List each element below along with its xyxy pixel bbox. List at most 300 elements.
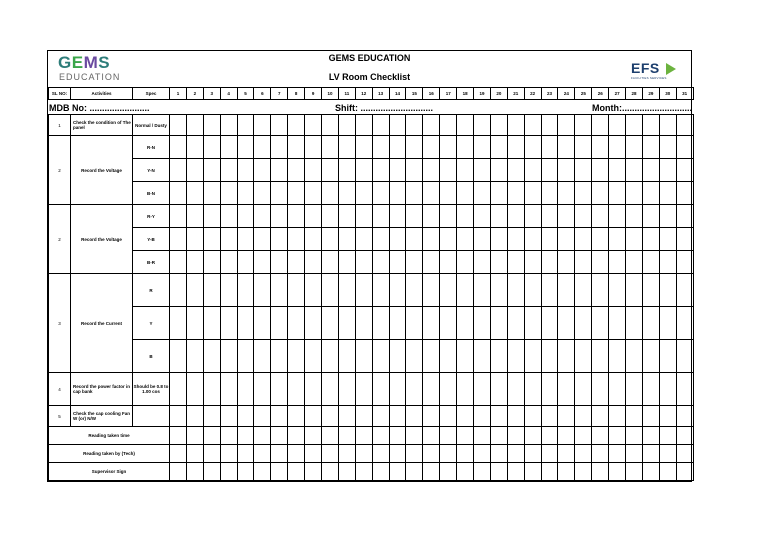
footer-cell[interactable] (592, 445, 609, 463)
reading-cell[interactable] (609, 182, 626, 205)
reading-cell[interactable] (609, 373, 626, 406)
reading-cell[interactable] (237, 406, 254, 427)
footer-cell[interactable] (220, 463, 237, 481)
reading-cell[interactable] (406, 228, 423, 251)
footer-cell[interactable] (186, 463, 203, 481)
reading-cell[interactable] (322, 205, 339, 228)
reading-cell[interactable] (254, 136, 271, 159)
reading-cell[interactable] (490, 373, 507, 406)
reading-cell[interactable] (254, 373, 271, 406)
reading-cell[interactable] (203, 373, 220, 406)
reading-cell[interactable] (254, 340, 271, 373)
reading-cell[interactable] (575, 406, 592, 427)
reading-cell[interactable] (305, 251, 322, 274)
reading-cell[interactable] (305, 373, 322, 406)
reading-cell[interactable] (170, 182, 187, 205)
reading-cell[interactable] (558, 307, 575, 340)
reading-cell[interactable] (271, 274, 288, 307)
reading-cell[interactable] (440, 182, 457, 205)
reading-cell[interactable] (457, 182, 474, 205)
reading-cell[interactable] (237, 340, 254, 373)
reading-cell[interactable] (406, 159, 423, 182)
reading-cell[interactable] (170, 228, 187, 251)
reading-cell[interactable] (322, 274, 339, 307)
reading-cell[interactable] (338, 340, 355, 373)
footer-cell[interactable] (659, 445, 676, 463)
reading-cell[interactable] (642, 307, 659, 340)
reading-cell[interactable] (541, 274, 558, 307)
footer-cell[interactable] (372, 445, 389, 463)
footer-cell[interactable] (355, 445, 372, 463)
reading-cell[interactable] (203, 406, 220, 427)
reading-cell[interactable] (626, 159, 643, 182)
reading-cell[interactable] (322, 228, 339, 251)
reading-cell[interactable] (524, 373, 541, 406)
reading-cell[interactable] (170, 307, 187, 340)
reading-cell[interactable] (642, 159, 659, 182)
reading-cell[interactable] (575, 115, 592, 136)
reading-cell[interactable] (186, 205, 203, 228)
reading-cell[interactable] (524, 274, 541, 307)
reading-cell[interactable] (676, 136, 693, 159)
reading-cell[interactable] (271, 115, 288, 136)
reading-cell[interactable] (642, 228, 659, 251)
reading-cell[interactable] (423, 251, 440, 274)
reading-cell[interactable] (322, 373, 339, 406)
reading-cell[interactable] (440, 340, 457, 373)
footer-cell[interactable] (626, 427, 643, 445)
reading-cell[interactable] (406, 406, 423, 427)
reading-cell[interactable] (524, 182, 541, 205)
reading-cell[interactable] (170, 205, 187, 228)
reading-cell[interactable] (288, 182, 305, 205)
footer-cell[interactable] (524, 463, 541, 481)
reading-cell[interactable] (626, 373, 643, 406)
reading-cell[interactable] (220, 159, 237, 182)
reading-cell[interactable] (541, 340, 558, 373)
reading-cell[interactable] (541, 373, 558, 406)
reading-cell[interactable] (676, 205, 693, 228)
reading-cell[interactable] (372, 274, 389, 307)
reading-cell[interactable] (457, 373, 474, 406)
reading-cell[interactable] (659, 228, 676, 251)
reading-cell[interactable] (406, 340, 423, 373)
reading-cell[interactable] (558, 205, 575, 228)
footer-cell[interactable] (186, 445, 203, 463)
reading-cell[interactable] (406, 115, 423, 136)
reading-cell[interactable] (423, 406, 440, 427)
reading-cell[interactable] (389, 251, 406, 274)
footer-cell[interactable] (507, 463, 524, 481)
reading-cell[interactable] (507, 373, 524, 406)
reading-cell[interactable] (338, 205, 355, 228)
reading-cell[interactable] (322, 307, 339, 340)
reading-cell[interactable] (288, 373, 305, 406)
reading-cell[interactable] (457, 115, 474, 136)
footer-cell[interactable] (305, 427, 322, 445)
footer-cell[interactable] (558, 427, 575, 445)
reading-cell[interactable] (626, 205, 643, 228)
reading-cell[interactable] (338, 136, 355, 159)
reading-cell[interactable] (592, 340, 609, 373)
footer-cell[interactable] (355, 427, 372, 445)
reading-cell[interactable] (170, 340, 187, 373)
reading-cell[interactable] (288, 159, 305, 182)
reading-cell[interactable] (170, 406, 187, 427)
reading-cell[interactable] (355, 182, 372, 205)
reading-cell[interactable] (186, 307, 203, 340)
reading-cell[interactable] (305, 136, 322, 159)
reading-cell[interactable] (389, 115, 406, 136)
reading-cell[interactable] (288, 274, 305, 307)
reading-cell[interactable] (575, 307, 592, 340)
reading-cell[interactable] (474, 115, 491, 136)
reading-cell[interactable] (558, 115, 575, 136)
reading-cell[interactable] (474, 205, 491, 228)
footer-cell[interactable] (406, 463, 423, 481)
reading-cell[interactable] (170, 115, 187, 136)
reading-cell[interactable] (474, 274, 491, 307)
reading-cell[interactable] (237, 205, 254, 228)
reading-cell[interactable] (676, 406, 693, 427)
reading-cell[interactable] (186, 373, 203, 406)
reading-cell[interactable] (592, 373, 609, 406)
reading-cell[interactable] (558, 182, 575, 205)
reading-cell[interactable] (524, 406, 541, 427)
footer-cell[interactable] (305, 445, 322, 463)
reading-cell[interactable] (271, 159, 288, 182)
reading-cell[interactable] (322, 136, 339, 159)
reading-cell[interactable] (457, 251, 474, 274)
footer-cell[interactable] (423, 463, 440, 481)
footer-cell[interactable] (288, 463, 305, 481)
reading-cell[interactable] (592, 406, 609, 427)
reading-cell[interactable] (322, 115, 339, 136)
reading-cell[interactable] (271, 205, 288, 228)
reading-cell[interactable] (457, 307, 474, 340)
footer-cell[interactable] (541, 445, 558, 463)
reading-cell[interactable] (186, 274, 203, 307)
reading-cell[interactable] (220, 406, 237, 427)
footer-cell[interactable] (372, 463, 389, 481)
reading-cell[interactable] (440, 228, 457, 251)
footer-cell[interactable] (338, 445, 355, 463)
reading-cell[interactable] (203, 274, 220, 307)
footer-cell[interactable] (203, 445, 220, 463)
reading-cell[interactable] (203, 251, 220, 274)
reading-cell[interactable] (389, 205, 406, 228)
reading-cell[interactable] (490, 115, 507, 136)
reading-cell[interactable] (541, 182, 558, 205)
reading-cell[interactable] (676, 115, 693, 136)
reading-cell[interactable] (659, 136, 676, 159)
reading-cell[interactable] (541, 251, 558, 274)
reading-cell[interactable] (220, 340, 237, 373)
reading-cell[interactable] (406, 136, 423, 159)
reading-cell[interactable] (592, 115, 609, 136)
footer-cell[interactable] (642, 427, 659, 445)
reading-cell[interactable] (659, 340, 676, 373)
reading-cell[interactable] (355, 159, 372, 182)
reading-cell[interactable] (237, 307, 254, 340)
reading-cell[interactable] (507, 406, 524, 427)
reading-cell[interactable] (406, 251, 423, 274)
reading-cell[interactable] (609, 340, 626, 373)
reading-cell[interactable] (507, 136, 524, 159)
reading-cell[interactable] (305, 274, 322, 307)
footer-cell[interactable] (203, 463, 220, 481)
reading-cell[interactable] (271, 136, 288, 159)
footer-cell[interactable] (490, 427, 507, 445)
reading-cell[interactable] (406, 307, 423, 340)
reading-cell[interactable] (203, 228, 220, 251)
reading-cell[interactable] (355, 373, 372, 406)
reading-cell[interactable] (170, 251, 187, 274)
footer-cell[interactable] (338, 463, 355, 481)
reading-cell[interactable] (237, 159, 254, 182)
reading-cell[interactable] (575, 205, 592, 228)
reading-cell[interactable] (423, 159, 440, 182)
reading-cell[interactable] (305, 115, 322, 136)
reading-cell[interactable] (642, 340, 659, 373)
reading-cell[interactable] (288, 228, 305, 251)
reading-cell[interactable] (609, 251, 626, 274)
footer-cell[interactable] (474, 463, 491, 481)
reading-cell[interactable] (288, 205, 305, 228)
reading-cell[interactable] (592, 205, 609, 228)
reading-cell[interactable] (203, 136, 220, 159)
reading-cell[interactable] (203, 340, 220, 373)
reading-cell[interactable] (474, 136, 491, 159)
footer-cell[interactable] (237, 445, 254, 463)
reading-cell[interactable] (592, 307, 609, 340)
reading-cell[interactable] (406, 373, 423, 406)
reading-cell[interactable] (389, 406, 406, 427)
footer-cell[interactable] (203, 427, 220, 445)
reading-cell[interactable] (474, 307, 491, 340)
reading-cell[interactable] (186, 136, 203, 159)
reading-cell[interactable] (558, 251, 575, 274)
reading-cell[interactable] (372, 251, 389, 274)
reading-cell[interactable] (659, 373, 676, 406)
footer-cell[interactable] (659, 463, 676, 481)
footer-cell[interactable] (558, 445, 575, 463)
reading-cell[interactable] (406, 205, 423, 228)
reading-cell[interactable] (592, 228, 609, 251)
reading-cell[interactable] (440, 406, 457, 427)
reading-cell[interactable] (575, 228, 592, 251)
reading-cell[interactable] (524, 307, 541, 340)
footer-cell[interactable] (389, 445, 406, 463)
reading-cell[interactable] (659, 406, 676, 427)
reading-cell[interactable] (507, 205, 524, 228)
footer-cell[interactable] (592, 463, 609, 481)
reading-cell[interactable] (676, 373, 693, 406)
reading-cell[interactable] (626, 251, 643, 274)
reading-cell[interactable] (220, 307, 237, 340)
reading-cell[interactable] (237, 251, 254, 274)
reading-cell[interactable] (389, 274, 406, 307)
reading-cell[interactable] (609, 115, 626, 136)
footer-cell[interactable] (440, 427, 457, 445)
footer-cell[interactable] (322, 427, 339, 445)
reading-cell[interactable] (254, 406, 271, 427)
reading-cell[interactable] (220, 251, 237, 274)
reading-cell[interactable] (220, 115, 237, 136)
reading-cell[interactable] (642, 182, 659, 205)
reading-cell[interactable] (440, 205, 457, 228)
reading-cell[interactable] (372, 406, 389, 427)
footer-cell[interactable] (524, 445, 541, 463)
reading-cell[interactable] (490, 205, 507, 228)
reading-cell[interactable] (626, 115, 643, 136)
reading-cell[interactable] (355, 274, 372, 307)
reading-cell[interactable] (642, 205, 659, 228)
reading-cell[interactable] (423, 373, 440, 406)
reading-cell[interactable] (423, 228, 440, 251)
footer-cell[interactable] (322, 463, 339, 481)
reading-cell[interactable] (507, 307, 524, 340)
reading-cell[interactable] (254, 182, 271, 205)
reading-cell[interactable] (271, 373, 288, 406)
reading-cell[interactable] (457, 136, 474, 159)
reading-cell[interactable] (592, 182, 609, 205)
reading-cell[interactable] (186, 406, 203, 427)
reading-cell[interactable] (524, 205, 541, 228)
reading-cell[interactable] (659, 274, 676, 307)
reading-cell[interactable] (305, 205, 322, 228)
footer-cell[interactable] (372, 427, 389, 445)
footer-cell[interactable] (609, 445, 626, 463)
reading-cell[interactable] (338, 228, 355, 251)
footer-cell[interactable] (676, 427, 693, 445)
reading-cell[interactable] (220, 228, 237, 251)
reading-cell[interactable] (288, 406, 305, 427)
footer-cell[interactable] (457, 445, 474, 463)
reading-cell[interactable] (659, 115, 676, 136)
reading-cell[interactable] (524, 159, 541, 182)
footer-cell[interactable] (338, 427, 355, 445)
footer-cell[interactable] (558, 463, 575, 481)
footer-cell[interactable] (271, 463, 288, 481)
footer-cell[interactable] (220, 445, 237, 463)
reading-cell[interactable] (642, 251, 659, 274)
reading-cell[interactable] (676, 251, 693, 274)
reading-cell[interactable] (372, 182, 389, 205)
footer-cell[interactable] (406, 427, 423, 445)
reading-cell[interactable] (322, 406, 339, 427)
reading-cell[interactable] (271, 251, 288, 274)
footer-cell[interactable] (355, 463, 372, 481)
reading-cell[interactable] (507, 274, 524, 307)
footer-cell[interactable] (288, 445, 305, 463)
reading-cell[interactable] (372, 115, 389, 136)
reading-cell[interactable] (440, 373, 457, 406)
reading-cell[interactable] (575, 136, 592, 159)
reading-cell[interactable] (372, 373, 389, 406)
reading-cell[interactable] (609, 274, 626, 307)
reading-cell[interactable] (423, 340, 440, 373)
reading-cell[interactable] (558, 136, 575, 159)
reading-cell[interactable] (423, 136, 440, 159)
reading-cell[interactable] (254, 228, 271, 251)
reading-cell[interactable] (355, 307, 372, 340)
footer-cell[interactable] (609, 463, 626, 481)
reading-cell[interactable] (575, 274, 592, 307)
reading-cell[interactable] (237, 274, 254, 307)
footer-cell[interactable] (490, 463, 507, 481)
reading-cell[interactable] (254, 251, 271, 274)
reading-cell[interactable] (237, 115, 254, 136)
reading-cell[interactable] (305, 182, 322, 205)
reading-cell[interactable] (490, 159, 507, 182)
reading-cell[interactable] (626, 274, 643, 307)
reading-cell[interactable] (507, 159, 524, 182)
footer-cell[interactable] (524, 427, 541, 445)
reading-cell[interactable] (659, 205, 676, 228)
reading-cell[interactable] (659, 251, 676, 274)
reading-cell[interactable] (372, 159, 389, 182)
reading-cell[interactable] (490, 340, 507, 373)
reading-cell[interactable] (440, 251, 457, 274)
footer-cell[interactable] (440, 445, 457, 463)
reading-cell[interactable] (558, 159, 575, 182)
footer-cell[interactable] (490, 445, 507, 463)
reading-cell[interactable] (423, 274, 440, 307)
reading-cell[interactable] (609, 228, 626, 251)
footer-cell[interactable] (254, 427, 271, 445)
reading-cell[interactable] (389, 182, 406, 205)
reading-cell[interactable] (338, 251, 355, 274)
footer-cell[interactable] (507, 427, 524, 445)
reading-cell[interactable] (541, 228, 558, 251)
reading-cell[interactable] (237, 228, 254, 251)
reading-cell[interactable] (254, 205, 271, 228)
footer-cell[interactable] (305, 463, 322, 481)
reading-cell[interactable] (575, 159, 592, 182)
reading-cell[interactable] (288, 340, 305, 373)
reading-cell[interactable] (305, 159, 322, 182)
reading-cell[interactable] (592, 159, 609, 182)
reading-cell[interactable] (372, 205, 389, 228)
reading-cell[interactable] (457, 159, 474, 182)
reading-cell[interactable] (355, 136, 372, 159)
shift-field[interactable]: Shift: ............................. (335, 103, 434, 113)
reading-cell[interactable] (389, 340, 406, 373)
reading-cell[interactable] (575, 340, 592, 373)
reading-cell[interactable] (338, 115, 355, 136)
reading-cell[interactable] (490, 136, 507, 159)
reading-cell[interactable] (541, 205, 558, 228)
reading-cell[interactable] (203, 205, 220, 228)
footer-cell[interactable] (170, 445, 187, 463)
reading-cell[interactable] (389, 228, 406, 251)
reading-cell[interactable] (676, 307, 693, 340)
reading-cell[interactable] (203, 307, 220, 340)
reading-cell[interactable] (423, 182, 440, 205)
footer-cell[interactable] (575, 445, 592, 463)
reading-cell[interactable] (490, 406, 507, 427)
reading-cell[interactable] (423, 205, 440, 228)
reading-cell[interactable] (507, 251, 524, 274)
reading-cell[interactable] (474, 159, 491, 182)
reading-cell[interactable] (254, 307, 271, 340)
reading-cell[interactable] (372, 228, 389, 251)
reading-cell[interactable] (457, 340, 474, 373)
reading-cell[interactable] (626, 182, 643, 205)
reading-cell[interactable] (474, 251, 491, 274)
reading-cell[interactable] (423, 307, 440, 340)
